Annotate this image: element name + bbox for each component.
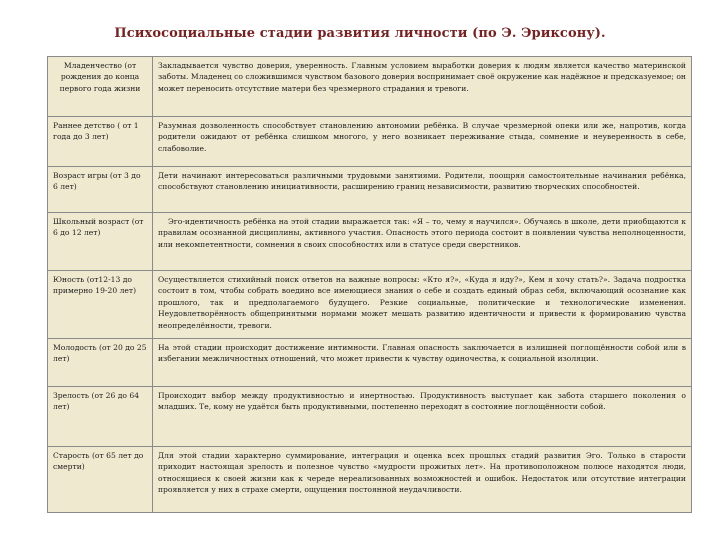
stage-description-cell: Для этой стадии характерно суммирование, интеграция и оценка всех прошлых стадий развития Эго. Только в старости приходит настоящая зрелость и полезное чувство «мудрости прожитых лет». На противоположном полюсе находятся люди, относящиеся к своей жизни как к череде нереализованных возможностей и ошибок. Недостаток или отсутствие интеграции проявляется у них в страхе смерти, ощущения постоянной неудачливости. xyxy=(153,447,692,513)
stage-name-cell: Старость (от 65 лет до смерти) xyxy=(48,447,153,513)
table-row xyxy=(48,57,692,117)
stage-name-cell: Школьный возраст (от 6 до 12 лет) xyxy=(48,213,153,271)
page-title: Психосоциальные стадии развития личности (по Э. Эриксону). xyxy=(114,26,606,41)
stages-table xyxy=(47,56,692,513)
table-row xyxy=(48,339,692,387)
stage-description-cell: На этой стадии происходит достижение интимности. Главная опасность заключается в излишней поглощённости собой или в избегании межличностных отношений, что может привести к чувству одиночества, к социальной изоляции. xyxy=(153,339,692,387)
table-row xyxy=(48,213,692,271)
stage-name-cell: Зрелость (от 26 до 64 лет) xyxy=(48,387,153,447)
stage-description-cell: Разумная дозволенность способствует становлению автономии ребёнка. В случае чрезмерной опеки или же, напротив, когда родители ожидают от ребёнка слишком многого, у него возникает переживание стыда, сомнение и неуверенность в себе, слабоволие. xyxy=(153,117,692,167)
stage-name-cell: Раннее детство ( от 1 года до 3 лет) xyxy=(48,117,153,167)
table-row xyxy=(48,387,692,447)
stage-description-cell: Закладывается чувство доверия, уверенность. Главным условием выработки доверия к людям является качество материнской заботы. Младенец со сложившимся чувством базового доверия воспринимает своё окружение как надёжное и предсказуемое; он может переносить отсутствие матери без чрезмерного страдания и тревоги. xyxy=(153,57,692,117)
stage-description-cell: Происходит выбор между продуктивностью и инертностью. Продуктивность выступает как забота старшего поколения о младших. Те, кому не удаётся быть продуктивными, постепенно переходят в состояние поглощённости собой. xyxy=(153,387,692,447)
stage-description-cell: Осуществляется стихийный поиск ответов на важные вопросы: «Кто я?», «Куда я иду?», Кем я хочу стать?». Задача подростка состоит в том, чтобы собрать воедино все имеющиеся знания о себе и создать единый образ себя, включающий осознание как прошлого, так и предполагаемого будущего. Резкие социальные, политические и технологические изменения. Неудовлетворённость общепринятыми нормами может мешать развитию идентичности и привести к формированию чувства неопределённости, тревоги. xyxy=(153,271,692,339)
table-row xyxy=(48,117,692,167)
table-row xyxy=(48,447,692,513)
stage-description-cell: Дети начинают интересоваться различными трудовыми занятиями. Родители, поощряя самостоятельные начинания ребёнка, способствуют становлению инициативности, расширению границ независимости, развитию творческих способностей. xyxy=(153,167,692,213)
stage-name-cell: Возраст игры (от 3 до 6 лет) xyxy=(48,167,153,213)
table-row xyxy=(48,271,692,339)
stage-name-cell: Юность (от12-13 до примерно 19-20 лет) xyxy=(48,271,153,339)
stage-name-cell: Младенчество (от рождения до конца первого года жизни xyxy=(48,57,153,117)
stage-description-cell: Эго-идентичность ребёнка на этой стадии выражается так: «Я – то, чему я научился». Обучаясь в школе, дети приобщаются к правилам осознанной дисциплины, активного участия. Опасность этого периода состоит в появлении чувства неполноценности, или некомпетентности, сомнения в своих способностях или в статусе среди сверстников. xyxy=(153,213,692,271)
table-row xyxy=(48,167,692,213)
stage-name-cell: Молодость (от 20 до 25 лет) xyxy=(48,339,153,387)
